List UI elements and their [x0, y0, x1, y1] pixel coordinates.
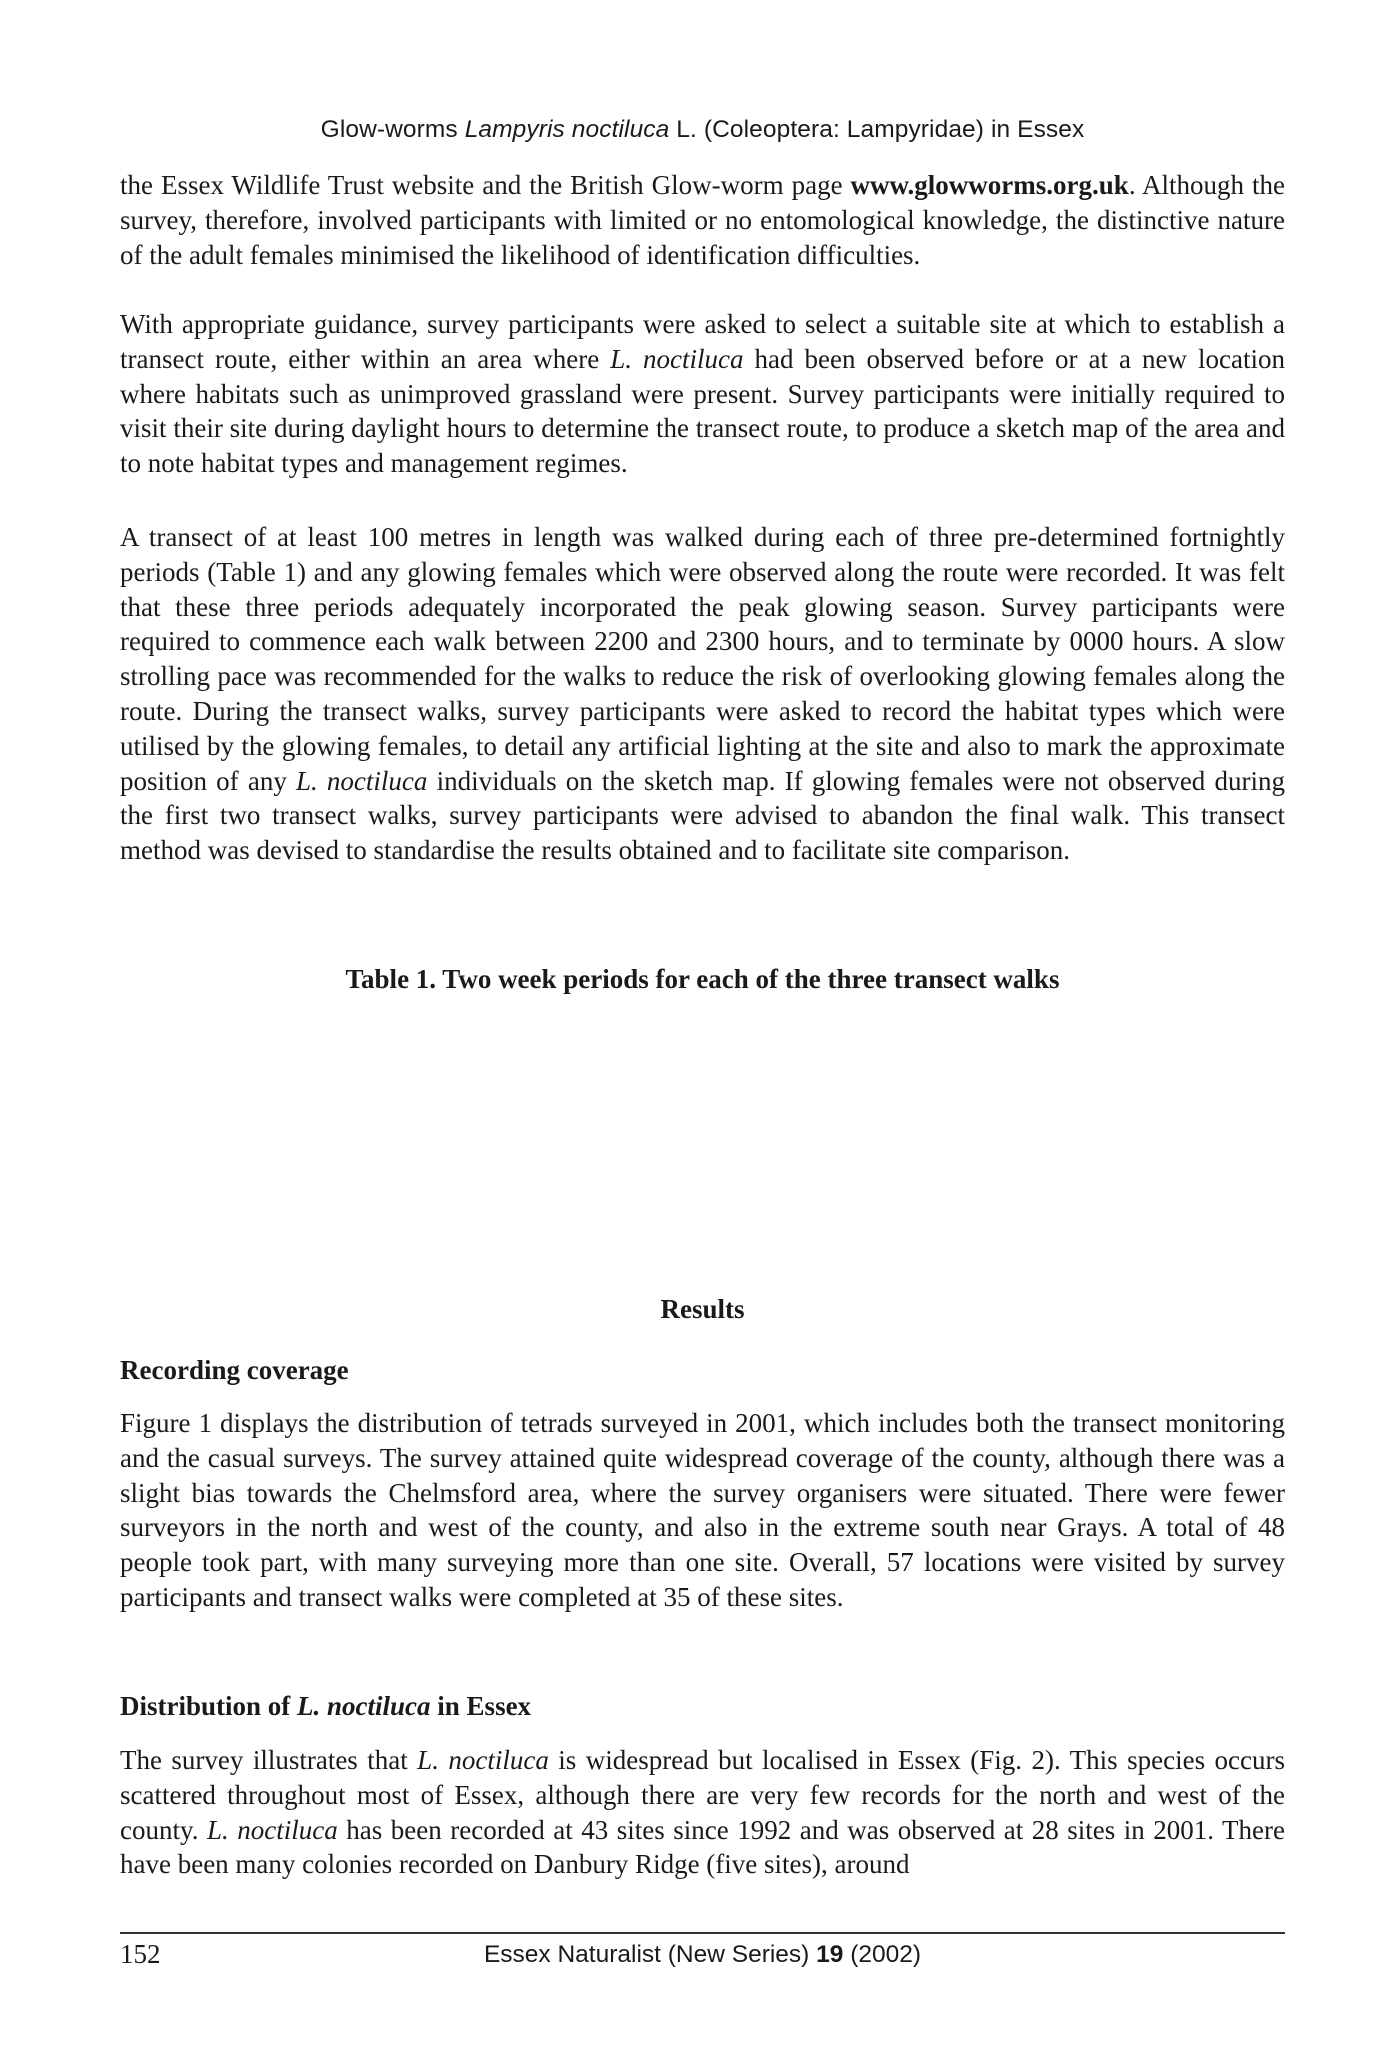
paragraph-5-text-end: has been recorded at 43 sites since 1992 and was observed at 28 sites in 2001. There have been many colonies recorded on Danbury Ridge (five sites), around: [120, 1814, 1286, 1880]
species-name: L. noctiluca: [297, 1691, 431, 1721]
journal-year: (2002): [843, 1941, 922, 1968]
distribution-heading-end: in Essex: [430, 1691, 532, 1721]
footer-divider: [120, 1932, 1285, 1934]
running-title-species: Lampyris noctiluca: [464, 116, 670, 143]
paragraph-5-text-middle: is widespread but localised in Essex (Fig. 2). This species occurs scattered throughout most of Essex, although there are very few records for the north and west of the county.: [120, 1745, 1285, 1845]
paragraph-5-text-start: The survey illustrates that: [120, 1745, 418, 1775]
running-header: [120, 116, 1285, 144]
paragraph-1-text-start: the Essex Wildlife Trust website and the British Glow-worm page: [120, 170, 851, 200]
paragraph-2: [120, 307, 1285, 481]
paragraph-1-text-end: . Although the survey, therefore, involved participants with limited or no entomological knowledge, the distinctive nature of the adult females minimised the likelihood of identification difficulties.: [120, 170, 1285, 270]
paragraph-3-text-end: individuals on the sketch map. If glowing females were not observed during the first two transect walks, survey participants were advised to abandon the final walk. This transect method was devised to standardise the results obtained and to facilitate site comparison.: [120, 765, 1285, 866]
running-title-post: L. (Coleoptera: Lampyridae) in Essex: [669, 116, 1085, 143]
species-name: L. noctiluca: [417, 1745, 549, 1775]
species-name: L. noctiluca: [610, 343, 744, 374]
distribution-heading-start: Distribution of: [120, 1691, 298, 1721]
page-number: 152: [120, 1939, 161, 1969]
paragraph-4: Figure 1 displays the distribution of tetrads surveyed in 2001, which includes both the transect monitoring and the casual surveys. The survey attained quite widespread coverage of the county, although there was a slight bias towards the Chelmsford area, where the survey organisers were situated. There were fewer surveyors in the north and west of the county, and also in the extreme south near Grays. A total of 48 people took part, with many surveying more than one site. Overall, 57 locations were visited by survey participants and transect walks were completed at 35 of these sites.: [120, 1408, 1285, 1612]
paragraph-3: [120, 520, 1285, 868]
section-heading-results: Results: [660, 1294, 745, 1324]
species-name: L. noctiluca: [296, 765, 428, 796]
paragraph-3-text-start: A transect of at least 100 metres in length was walked during each of three pre-determined fortnightly periods (Table 1) and any glowing females which were observed along the route were recorded. It was felt that these three periods adequately incorporated the peak glowing season. Survey participants were required to commence each walk between 2200 and 2300 hours, and to terminate by 0000 hours. A slow strolling pace was recommended for the walks to reduce the risk of overlooking glowing females along the route. During the transect walks, survey participants were asked to record the habitat types which were utilised by the glowing females, to detail any artificial lighting at the site and also to mark the approximate position of any: [120, 522, 1285, 796]
subheading-recording-coverage: Recording coverage: [120, 1355, 349, 1385]
journal-citation: [120, 1941, 1285, 1969]
species-name: L. noctiluca: [207, 1814, 338, 1845]
paragraph-5: [120, 1743, 1285, 1882]
subheading-distribution: [120, 1689, 531, 1723]
paragraph-2-text-start: With appropriate guidance, survey participants were asked to select a suitable site at which to establish a transect route, either within an area where: [120, 309, 1285, 374]
journal-volume: 19: [816, 1941, 844, 1968]
website-link: www.glowworms.org.uk: [850, 170, 1129, 200]
running-title-pre: Glow-worms: [320, 116, 465, 143]
journal-name: Essex Naturalist (New Series): [483, 1941, 817, 1968]
document-page: [120, 0, 1285, 2067]
paragraph-1: [120, 168, 1285, 272]
table-caption: Table 1. Two week periods for each of the three transect walks: [345, 964, 1060, 994]
paragraph-2-text-end: had been observed before or at a new location where habitats such as unimproved grassland were present. Survey participants were initially required to visit their site during daylight hours to determine the transect route, to produce a sketch map of the area and to note habitat types and management regimes.: [120, 343, 1285, 479]
